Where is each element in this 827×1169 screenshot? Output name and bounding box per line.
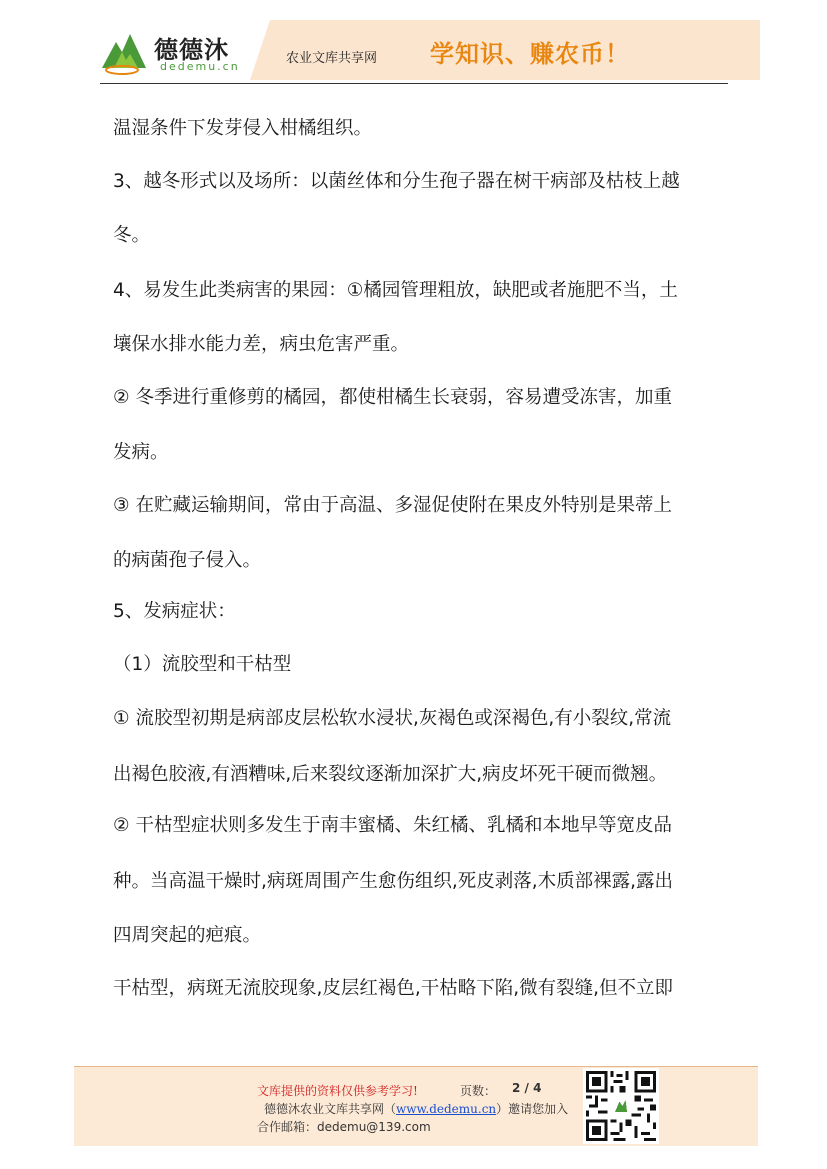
footer-site-suffix: ）邀请您加入 [496, 1102, 569, 1116]
body-line: ③ 在贮藏运输期间，常由于高温、多湿促使附在果皮外特别是果蒂上 [113, 495, 672, 516]
footer-email: 合作邮箱：dedemu@139.com [257, 1120, 431, 1134]
body-line: 冬。 [113, 225, 151, 246]
header-divider [100, 83, 728, 84]
footer-site-line [264, 1100, 568, 1117]
body-line: 温湿条件下发芽侵入柑橘组织。 [113, 118, 373, 139]
body-line: 四周突起的疤痕。 [113, 925, 262, 946]
logo-mountain-icon [100, 28, 148, 76]
body-line: 4、易发生此类病害的果园：①橘园管理粗放，缺肥或者施肥不当，土 [113, 280, 678, 301]
body-line: 出褐色胶液,有酒糟味,后来裂纹逐渐加深扩大,病皮坏死干硬而微翘。 [113, 764, 668, 785]
body-line: 3、越冬形式以及场所：以菌丝体和分生孢子器在树干病部及枯枝上越 [113, 171, 680, 192]
body-line: 的病菌孢子侵入。 [113, 550, 262, 571]
site-link[interactable]: www.dedemu.cn [396, 1102, 497, 1116]
page-footer [74, 1066, 758, 1146]
page-header [100, 20, 760, 84]
qr-code-icon[interactable] [583, 1068, 659, 1144]
body-line: ② 冬季进行重修剪的橘园，都使柑橘生长衰弱，容易遭受冻害，加重 [113, 387, 672, 408]
body-line: 种。当高温干燥时,病斑周围产生愈伤组织,死皮剥落,木质部裸露,露出 [113, 871, 674, 892]
page-count: 2 / 4 [512, 1081, 542, 1095]
page-count-label: 页数： [460, 1084, 497, 1098]
footer-site-prefix: 德德沐农业文库共享网（ [264, 1102, 397, 1116]
footer-divider [74, 1066, 758, 1067]
body-line: 壤保水排水能力差，病虫危害严重。 [113, 334, 410, 355]
body-line: （1）流胶型和干枯型 [113, 654, 292, 675]
body-line: 干枯型，病斑无流胶现象,皮层红褐色,干枯略下陷,微有裂缝,但不立即 [113, 978, 674, 999]
body-line: ② 干枯型症状则多发生于南丰蜜橘、朱红橘、乳橘和本地早等宽皮品 [113, 815, 672, 836]
logo[interactable] [100, 28, 260, 78]
body-line: ① 流胶型初期是病部皮层松软水浸状,灰褐色或深褐色,有小裂纹,常流 [113, 708, 672, 729]
slogan: 学知识、赚农币！ [430, 39, 630, 68]
body-line: 发病。 [113, 442, 169, 463]
logo-domain: dedemu.cn [160, 60, 240, 73]
body-line: 5、发病症状： [113, 601, 236, 622]
footer-notice: 文库提供的资料仅供参考学习! [257, 1084, 418, 1098]
logo-name: 德德沐 [154, 35, 229, 64]
site-name: 农业文库共享网 [286, 51, 378, 66]
